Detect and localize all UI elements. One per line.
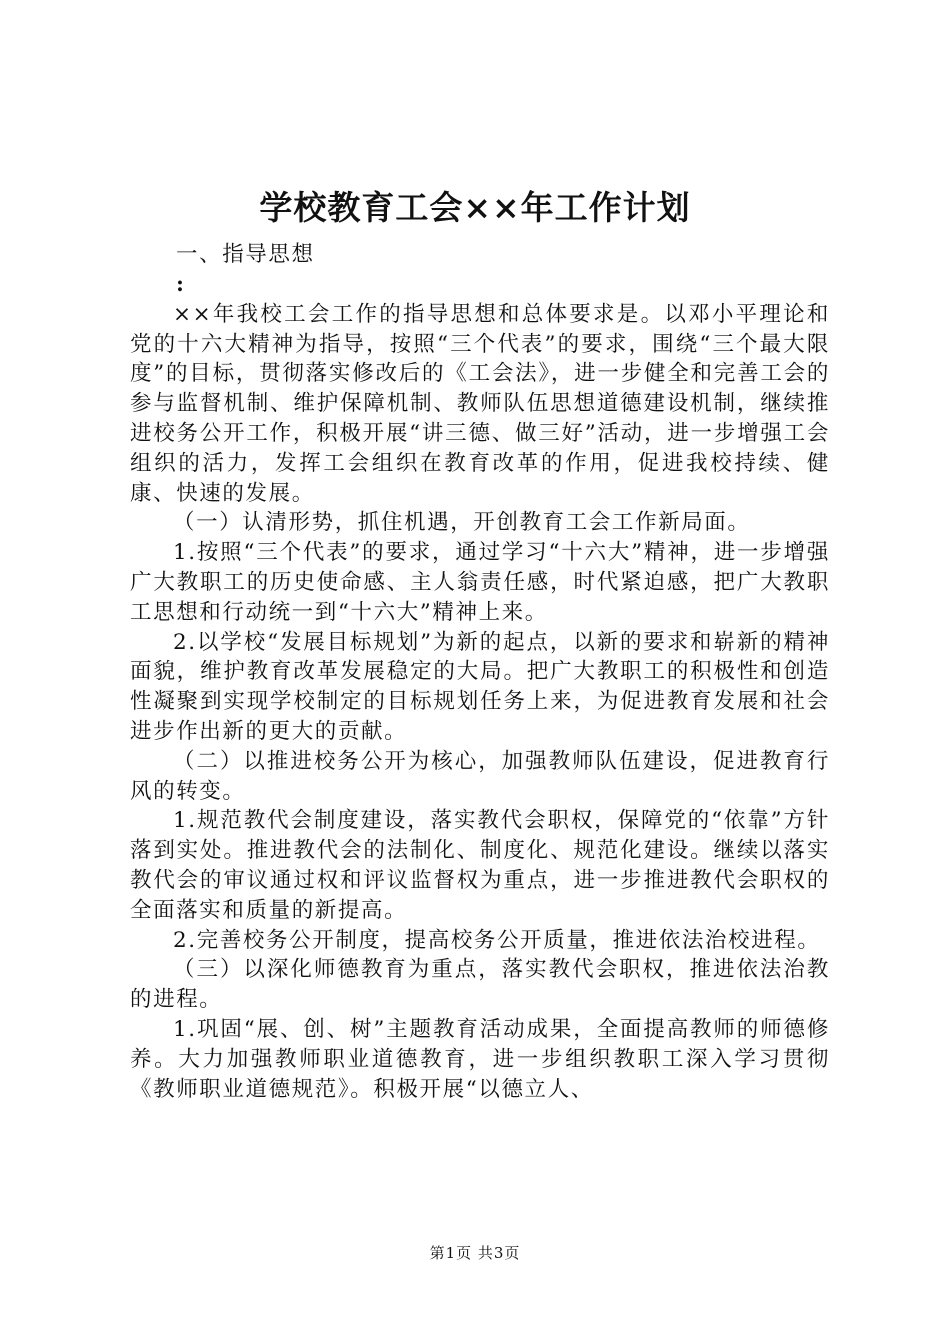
document-title: 学校教育工会××年工作计划 (259, 188, 691, 227)
section-heading: 一、指导思想 (176, 242, 315, 267)
subsection-heading: （二）以推进校务公开为核心，加强教师队伍建设，促进教育行风的转变。 (130, 748, 830, 804)
paragraph: ××年我校工会工作的指导思想和总体要求是。以邓小平理论和党的十六大精神为指导，按照“三个代表”的要求，围绕“三个最大限度”的目标，贯彻落实修改后的《工会法》，进一步健全和完善工会的参与监督机制、维护保障机制、教师队伍思想道德建设机制，继续推进校务公开工作，积极开展“讲三德、做三好”活动，进一步增强工会组织的活力，发挥工会组织在教育改革的作用，促进我校持续、健康、快速的发展。 (130, 301, 830, 506)
paragraph: 1.巩固“展、创、树”主题教育活动成果，全面提高教师的师德修养。大力加强教师职业道德教育，进一步组织教职工深入学习贯彻《教师职业道德规范》。积极开展“以德立人、 (130, 1016, 830, 1102)
paragraph: 1.按照“三个代表”的要求，通过学习“十六大”精神，进一步增强广大教职工的历史使命感、主人翁责任感，时代紧迫感，把广大教职工思想和行动统一到“十六大”精神上来。 (130, 540, 830, 625)
page-footer: 第1页 共3页 (429, 1244, 521, 1262)
document-body (130, 240, 830, 1104)
subsection-heading: （三）以深化师德教育为重点，落实教代会职权，推进依法治教的进程。 (130, 957, 830, 1013)
colon-line: : (176, 271, 186, 297)
subsection-heading: （一）认清形势，抓住机遇，开创教育工会工作新局面。 (173, 510, 751, 536)
paragraph: 2.完善校务公开制度，提高校务公开质量，推进依法治校进程。 (173, 927, 821, 953)
paragraph: 2.以学校“发展目标规划”为新的起点，以新的要求和崭新的精神面貌，维护教育改革发展稳定的大局。把广大教职工的积极性和创造性凝聚到实现学校制定的目标规划任务上来，为促进教育发展和社会进步作出新的更大的贡献。 (130, 629, 830, 744)
paragraph: 1.规范教代会制度建设，落实教代会职权，保障党的“依靠”方针落到实处。推进教代会的法制化、制度化、规范化建设。继续以落实教代会的审议通过权和评议监督权为重点，进一步推进教代会职权的全面落实和质量的新提高。 (130, 808, 830, 923)
